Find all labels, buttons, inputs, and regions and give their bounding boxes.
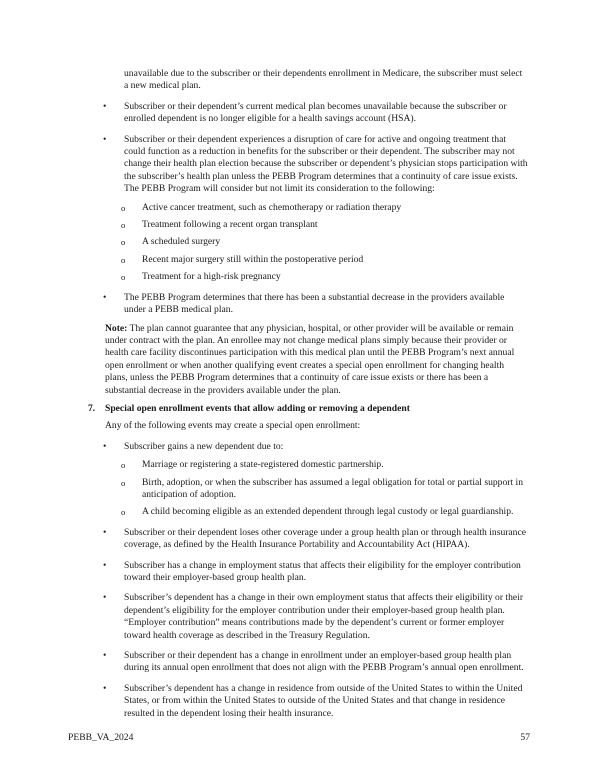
bullet-marker: • (103, 526, 107, 538)
sub-list-item (88, 477, 528, 502)
sub-list-item (88, 202, 528, 214)
list-item-text: Subscriber gains a new dependent due to: (124, 440, 284, 452)
sub-marker: o (121, 220, 126, 231)
list-item-text: Subscriber’s dependent has a change in residence from outside of the United States to within the United States, or from within the United States to outside of the United States and that change in residence resulted in the dependent losing their health insurance. (124, 682, 523, 719)
sub-list-item-text: A child becoming eligible as an extended dependent through legal custody or legal guardianship. (142, 506, 514, 518)
sub-marker: o (121, 507, 126, 518)
note-paragraph (88, 323, 528, 397)
sub-marker: o (121, 477, 126, 488)
sub-list-item-text: Recent major surgery still within the postoperative period (142, 253, 364, 265)
sub-list-item (88, 506, 528, 518)
sub-list-item-text: A scheduled surgery (142, 236, 221, 248)
sub-list-item-text: Active cancer treatment, such as chemotherapy or radiation therapy (142, 201, 402, 213)
bullet-marker: • (103, 440, 107, 452)
list-item (88, 650, 528, 675)
bullet-marker: • (103, 133, 107, 145)
section-title: Special open enrollment events that allow adding or removing a dependent (105, 402, 410, 414)
bullet-marker: • (103, 682, 107, 694)
list-item-text: Subscriber’s dependent has a change in their own employment status that affects their eligibility or their dependent’s eligibility for the employer contribution under their employer-based group health plan. “Employer contribution” means contributions made by the dependent’s current or former employer toward health coverage as described in the Treasury Regulation. (124, 592, 524, 641)
sub-list-item (88, 219, 528, 231)
sub-marker: o (121, 254, 126, 265)
continuation-paragraph: unavailable due to the subscriber or their dependents enrollment in Medicare, the subscriber must select a new medical plan. (124, 68, 523, 92)
list-item-text: The PEBB Program determines that there has been a substantial decrease in the providers available under a PEBB medical plan. (124, 291, 505, 316)
list-item (88, 592, 528, 642)
list-item-text: Subscriber has a change in employment status that affects their eligibility for the employer contribution toward their employer-based group health plan. (124, 559, 521, 583)
page-content (88, 68, 528, 728)
list-item-text: Subscriber or their dependent experiences a disruption of care for active and ongoing treatment that could function as a reduction in benefits for the subscriber or their dependent. The subscriber may not change their health plan election because the subscriber or dependent’s physician stops participation with the subscriber’s health plan unless the PEBB Program determines that a continuity of care issue exists. The PEBB Program will consider but not limit its consideration to the following: (124, 133, 528, 195)
bullet-marker: • (103, 559, 107, 571)
section-number: 7. (88, 402, 96, 414)
section-intro: Any of the following events may create a special open enrollment: (105, 420, 361, 432)
footer-doc-id: PEBB_VA_2024 (68, 732, 134, 743)
list-item (88, 560, 528, 585)
list-item-text: Subscriber or their dependent loses other coverage under a group health plan or through health insurance coverage, as defined by the Health Insurance Portability and Accountability Act (HIPAA). (124, 526, 527, 551)
list-item (88, 292, 528, 317)
bullet-marker: • (103, 650, 107, 662)
list-item (88, 683, 528, 720)
sub-marker: o (121, 237, 126, 248)
bullet-marker: • (103, 100, 107, 112)
section-heading (88, 403, 528, 415)
sub-marker: o (121, 202, 126, 213)
sub-marker: o (121, 460, 126, 471)
sub-list-item (88, 254, 528, 266)
sub-list-item-text: Marriage or registering a state-registered domestic partnership. (142, 459, 384, 471)
footer-page-number: 57 (520, 732, 530, 743)
sub-list-item (88, 236, 528, 248)
sub-list-item-text: Treatment following a recent organ transplant (142, 219, 318, 231)
bullet-marker: • (103, 291, 107, 303)
list-item-text: Subscriber or their dependent has a change in enrollment under an employer-based group health plan during its annual open enrollment that does not align with the PEBB Program’s annual open enrollment. (124, 650, 524, 674)
list-item-text: Subscriber or their dependent’s current medical plan becomes unavailable because the subscriber or enrolled dependent is no longer eligible for a health savings account (HSA). (124, 100, 507, 125)
list-item (88, 101, 528, 126)
sub-list-item-text: Birth, adoption, or when the subscriber has assumed a legal obligation for total or partial support in anticipation of adoption. (142, 476, 524, 500)
bullet-marker: • (103, 592, 107, 604)
sub-list-item-text: Treatment for a high-risk pregnancy (142, 271, 281, 283)
list-item (88, 527, 528, 552)
sub-list-item (88, 271, 528, 283)
note-text: The plan cannot guarantee that any physician, hospital, or other provider will be available or remain under contract with the plan. An enrollee may not change medical plans simply because their provider or health care facility discontinues participation with this medical plan until the PEBB Program’s next annual open enrollment or when another qualifying event creates a special open enrollment for changing health plans, unless the PEBB Program determines that a continuity of care issue exists or there has been a substantial decrease in the providers available under the plan. (105, 322, 515, 396)
list-item (88, 441, 528, 453)
note-label: Note: (105, 322, 128, 334)
sub-marker: o (121, 272, 126, 283)
sub-list-item (88, 459, 528, 471)
list-item (88, 134, 528, 196)
